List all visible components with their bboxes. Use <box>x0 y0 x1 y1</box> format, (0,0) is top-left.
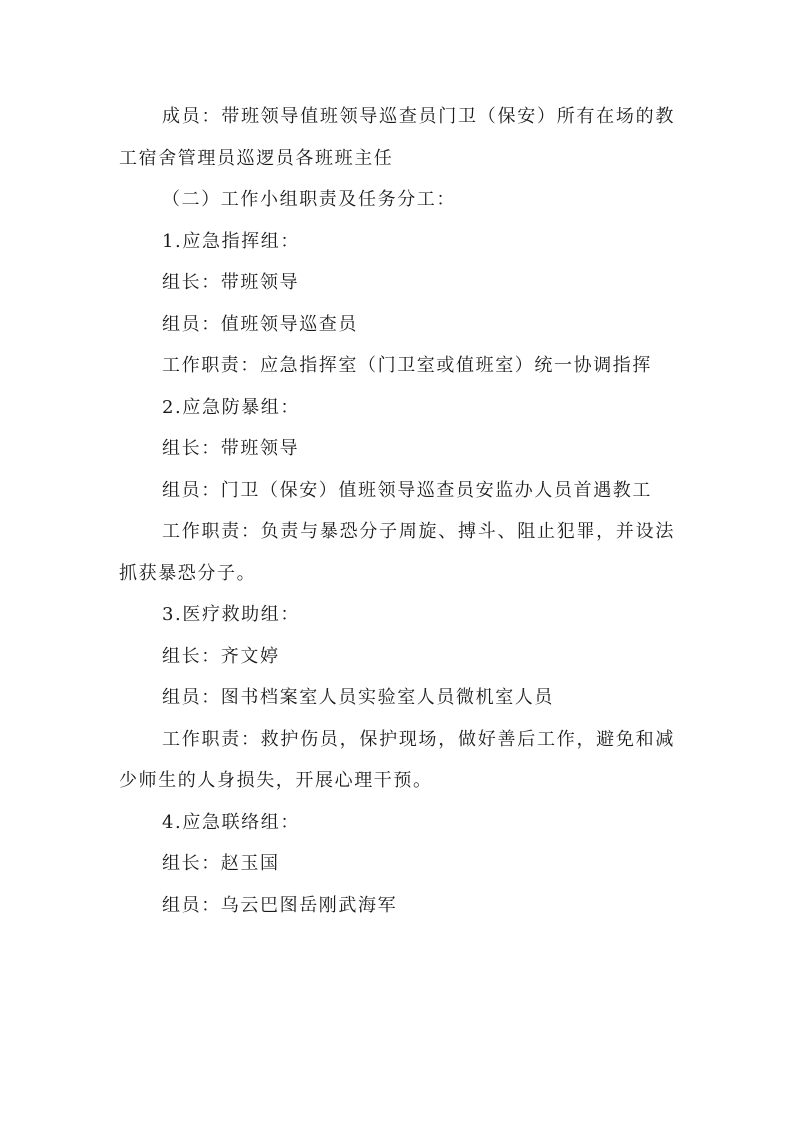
paragraph-liaison-group-title: 4.应急联络组： <box>162 811 300 833</box>
document-body <box>119 96 675 926</box>
paragraph-command-group-duty: 工作职责：应急指挥室（门卫室或值班室）统一协调指挥 <box>162 355 652 376</box>
paragraph-medical-group-title: 3.医疗救助组： <box>162 604 300 625</box>
paragraph-medical-group-leader: 组长：齐文婷 <box>162 645 280 667</box>
paragraph-command-group-title: 1.应急指挥组： <box>162 230 300 252</box>
paragraph-riot-group-leader: 组长：带班领导 <box>162 438 300 459</box>
paragraph-members: 成员：带班领导值班领导巡查员门卫（保安）所有在场的教工宿舍管理员巡逻员各班班主任 <box>119 106 675 169</box>
paragraph-liaison-group-members: 组员：乌云巴图岳刚武海军 <box>162 894 398 916</box>
paragraph-medical-group-duty: 工作职责：救护伤员，保护现场，做好善后工作，避免和减少师生的人身损失，开展心理干预。 <box>119 728 675 791</box>
paragraph-riot-group-title: 2.应急防暴组： <box>162 396 300 418</box>
paragraph-riot-group-members: 组员：门卫（保安）值班领导巡查员安监办人员首遇教工 <box>162 479 652 501</box>
paragraph-section-heading: （二）工作小组职责及任务分工： <box>162 189 456 210</box>
paragraph-liaison-group-leader: 组长：赵玉国 <box>162 853 280 874</box>
paragraph-command-group-members: 组员：值班领导巡查员 <box>162 313 358 335</box>
paragraph-medical-group-members: 组员：图书档案室人员实验室人员微机室人员 <box>162 687 554 708</box>
paragraph-riot-group-duty: 工作职责：负责与暴恐分子周旋、搏斗、阻止犯罪，并设法抓获暴恐分子。 <box>119 521 675 584</box>
paragraph-command-group-leader: 组长：带班领导 <box>162 272 300 293</box>
